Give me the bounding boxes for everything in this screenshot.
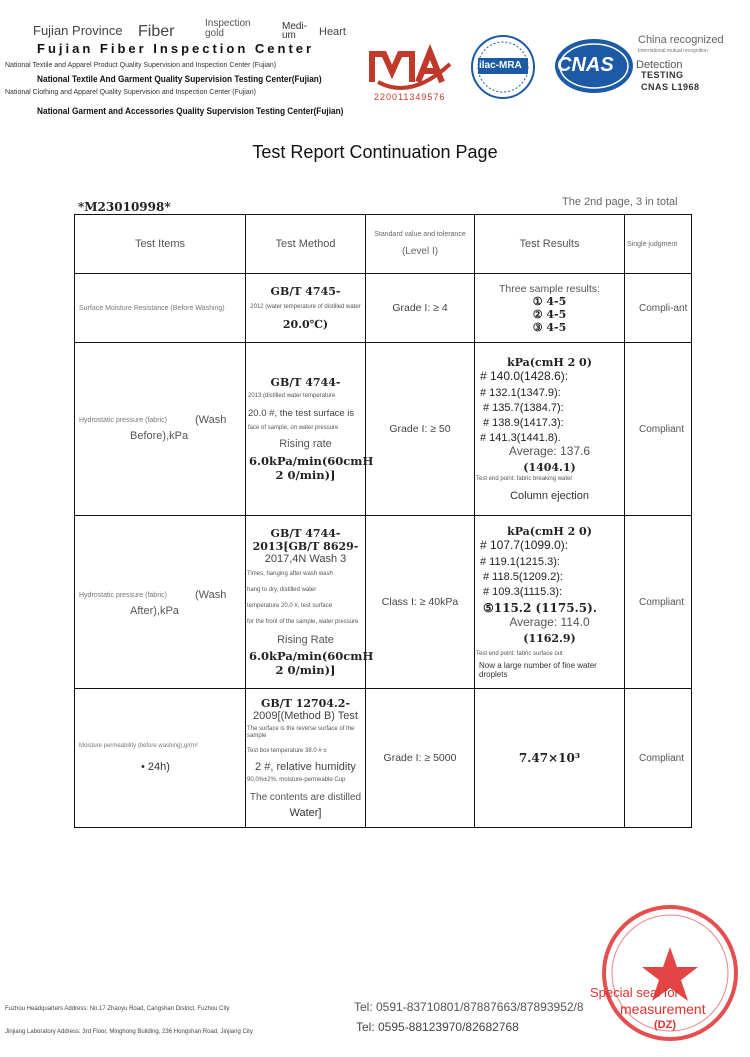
row3-result-6: Average: 114.0 [509,615,590,630]
row4-method-6: The contents are distilled [249,792,362,804]
row3-method-1: 2013[GB/T 8629- [252,539,359,553]
row2-item-b: (Wash [195,414,227,426]
row4-method-0: GB/T 12704.2- [260,696,351,710]
footer-tel-1: Tel: 0591-83710801/87887663/87893952/8 [354,1000,584,1014]
row1-item: Surface Moisture Resistance (Before Washing) [75,274,246,343]
cnas-text-2: International mutual recognition [638,48,708,54]
header-cn-5: Heart [319,26,346,38]
row4-method-3: Test box temperature 38.0 # ± [247,748,327,754]
header-line4: National Clothing and Apparel Quality Supervision and Inspection Center (Fujian) [5,89,256,96]
row4-method-2: The surface is the reverse surface of the sample [247,725,355,739]
row3-method-7: Rising Rate [277,634,334,647]
row4-item-b: • 24h) [141,761,170,773]
row3-method-9: 2 0/min)] [275,663,336,678]
row3-standard: Class I: ≥ 40kPa [366,516,475,689]
cnas-text-3: Detection [636,59,683,71]
row3-result-1: # 107.7(1099.0): [480,538,569,553]
row3-method-6: for the front of the sample, water pressure [247,619,359,626]
row3-method-4: hang to dry, distilled water [247,586,317,593]
row4-results: 7.47×10³ [475,689,625,828]
cnas-text-5: CNAS L1968 [641,82,700,92]
cnas-text-1: China recognized [638,34,724,46]
header-line2: National Textile and Apparel Product Quality Supervision and Inspection Center (Fujian) [5,62,277,69]
ilac-label: ilac-MRA [479,60,522,71]
header-cn-4: Medi-um [282,21,308,41]
row1-method-3: 20.0℃) [282,317,329,331]
row2-result-4: # 138.9(1417.3): [483,417,564,430]
row3-method-8: 6.0kPa/min(60cmH [249,649,374,664]
header-cn-3: Inspection gold [205,18,251,39]
row2-result-3: # 135.7(1384.7): [483,402,564,415]
row4-method-7: Water] [289,807,322,820]
row2-result-6: Average: 137.6 [508,444,591,459]
row3-result-2: # 119.1(1215.3): [480,556,560,569]
cnas-label: CNAS [557,54,614,76]
cnas-text-4: TESTING [641,70,684,80]
header-standard-line2: (Level I) [401,246,439,257]
stamp-text-2: measurement [620,1001,706,1017]
cnas-logo [553,36,635,96]
row2-standard: Grade I: ≥ 50 [366,343,475,516]
row2-result-5: # 141.3(1441.8). [480,432,561,445]
row2-item-c: Before),kPa [130,430,189,442]
row3-item-c: After),kPa [130,605,179,617]
row1-result-2: ② 4-5 [532,307,567,321]
header-standard [366,215,475,274]
row3-item-b: (Wash [195,589,227,601]
report-number: *M23010998* [78,200,171,214]
row3-judgment: Compliant [625,516,692,689]
row2-method-5: 6.0kPa/min(60cmH [249,454,374,469]
row1-method-1: GB/T 4745- [270,285,341,299]
ilac-mra-logo [470,34,536,100]
row3-result-0: kPa(cmH 2 0) [507,525,592,539]
footer-address-1: Fuzhou Headquarters Address: No.17 Zhaoyu Road, Cangshan District, Fuzhou City [5,1006,230,1012]
row4-method-1: 2009[(Method B) Test [253,709,358,722]
row1-result-3: ③ 4-5 [532,320,567,334]
row3-result-8: Test end point: fabric surface out [476,651,563,658]
table-header-row [75,215,692,274]
header-standard-line1: Standard value and tolerance [374,231,466,238]
row2-method-1: 2013 (distilled water temperature [248,392,336,399]
row2-judgment: Compliant [625,343,692,516]
table-row [75,516,692,689]
row1-result-0: Three sample results: [499,282,600,295]
row2-method-4: Rising rate [279,438,332,451]
header-cn-2: Fiber [138,23,175,40]
header-test-method: Test Method [246,215,366,274]
header-cn-1: Fujian Province [33,23,123,38]
table-row [75,689,692,828]
row3-result-3: # 118.5(1209.2): [483,571,563,584]
row3-results [475,516,625,689]
header-line5: National Garment and Accessories Quality Supervision Testing Center(Fujian) [37,106,344,116]
cma-logo [366,44,456,106]
row2-item [75,343,246,516]
row2-result-2: # 132.1(1347.9): [480,387,561,400]
row3-item [75,516,246,689]
stamp-text-1: Special seal for [590,985,679,1000]
row4-method-5: 90.0%±2%, moisture-permeable Cup [247,777,346,784]
row4-judgment: Compliant [625,689,692,828]
page-title: Test Report Continuation Page [252,142,498,162]
row4-item-a: Moisture permeability (before washing),g/(m² [79,743,199,749]
row4-method [246,689,366,828]
row3-method [246,516,374,689]
row1-standard: Grade I: ≥ 4 [366,274,475,343]
row2-method-6: 2 0/min)] [275,468,336,483]
table-row [75,274,692,343]
row3-result-9: Now a large number of fine water droplets [479,660,597,679]
cma-number: 220011349576 [374,92,446,102]
row3-result-4: # 109.3(1115.3): [483,586,563,599]
row4-standard: Grade I: ≥ 5000 [366,689,475,828]
row4-method-4: 2 #, relative humidity [255,761,356,774]
row1-results [475,274,625,343]
row4-item [75,689,246,828]
table-row [75,343,692,516]
header-line3: National Textile And Garment Quality Supervision Testing Center(Fujian) [37,74,322,84]
header-en-center: Fujian Fiber Inspection Center [37,41,315,56]
row1-result-1: ① 4-5 [532,294,567,308]
row1-method [246,274,366,343]
row2-item-a: Hydrostatic pressure (fabric) [79,417,167,424]
row2-method-2: 20.0 #, the test surface is [248,408,355,419]
footer-tel-2: Tel: 0595-88123970/82682768 [356,1020,519,1034]
row2-result-9: Column ejection [510,489,589,502]
row2-result-7: (1404.1) [523,461,576,475]
row3-method-3: Times, hanging after wash wash [247,570,333,577]
row2-method-3: face of sample, on water pressure [248,425,339,431]
page-info: The 2nd page, 3 in total [562,196,678,208]
header-test-results: Test Results [475,215,625,274]
row2-method [246,343,374,516]
row3-method-2: 2017,4N Wash 3 [264,552,347,565]
row1-judgment: Compli-ant [625,274,692,343]
row2-results [475,343,625,516]
row2-result-8: Test end point: fabric breaking water [476,476,573,483]
row2-method-0: GB/T 4744- [270,375,341,389]
row3-item-a: Hydrostatic pressure (fabric) [79,592,167,599]
row1-method-2: 2012 (water temperature of distilled water [250,304,361,311]
row3-result-5: ⑤115.2 (1175.5). [483,601,597,616]
report-table [74,214,692,828]
row3-method-0: GB/T 4744- [270,526,341,540]
header-judgment: Single judgment [625,215,692,274]
row2-result-0: kPa(cmH 2 0) [507,356,592,370]
row3-result-7: (1162.9) [523,632,576,646]
header-test-items: Test Items [75,215,246,274]
stamp-code: (DZ) [654,1019,676,1031]
row2-result-1: # 140.0(1428.6): [480,369,569,384]
row3-method-5: temperature 20.0 #, test surface [247,603,333,609]
footer-address-2: Jinjiang Laboratory Address: 3rd Floor, Minghong Building, 236 Hongshan Road, Jinjiang City [5,1029,253,1035]
